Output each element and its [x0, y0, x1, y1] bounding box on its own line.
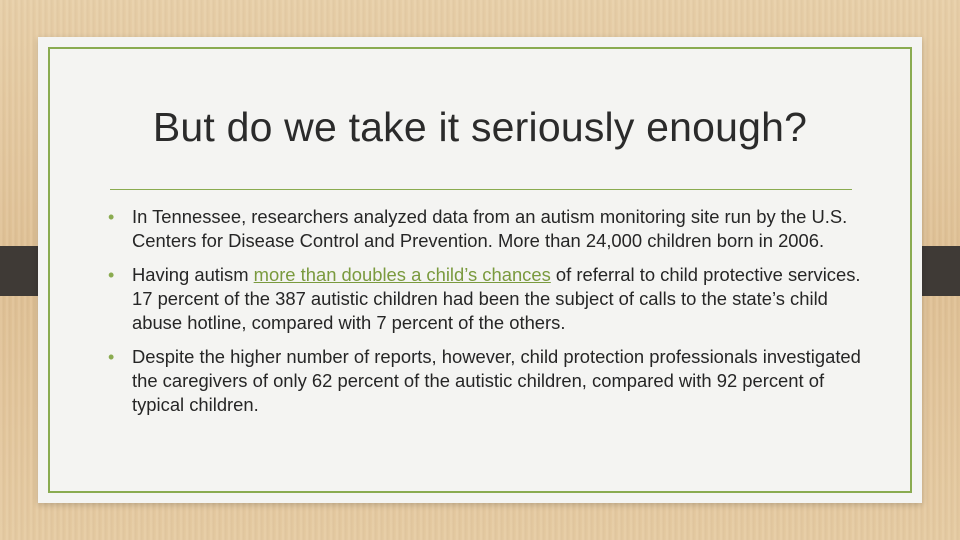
bullet-list — [108, 205, 868, 427]
bullet-item — [108, 345, 868, 417]
slide-title: But do we take it seriously enough? — [152, 104, 808, 150]
bullet-item — [108, 263, 868, 335]
chances-link[interactable]: more than doubles a child’s chances — [253, 264, 551, 285]
bullet-marker-icon: • — [108, 347, 115, 367]
bullet-marker-icon: • — [108, 207, 115, 227]
title-divider — [110, 189, 852, 190]
bullet-text-lead: Having autism — [132, 264, 254, 285]
bullet-marker-icon: • — [108, 265, 115, 285]
bullet-text: In Tennessee, researchers analyzed data from an autism monitoring site run by the U.S. Centers for Disease Control and Prevention. More than 24,000 children born in 2006. — [132, 206, 848, 251]
bullet-text: Despite the higher number of reports, however, child protection professionals investigated the caregivers of only 62 percent of the autistic children, compared with 92 percent of typical children. — [132, 346, 861, 415]
bullet-text-rest: of referral to child protective services. 17 percent of the 387 autistic children had been the subject of calls to the state’s child abuse hotline, compared with 7 percent of the others. — [132, 264, 861, 333]
bullet-item — [108, 205, 868, 253]
